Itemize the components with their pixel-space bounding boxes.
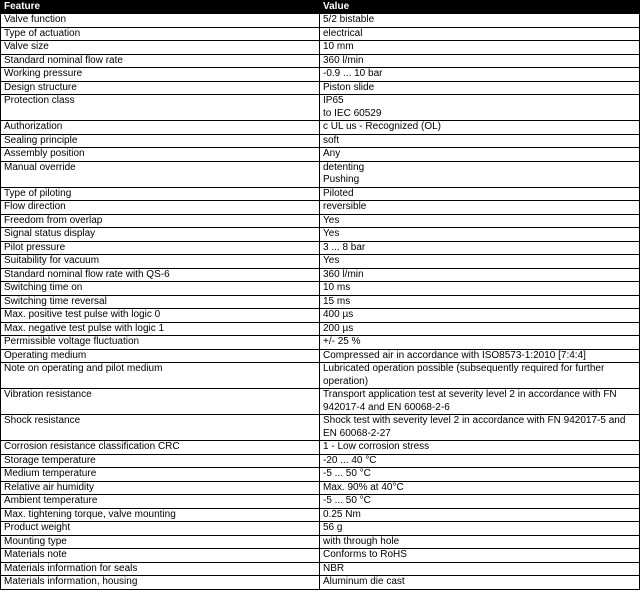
value-cell [320, 161, 640, 187]
feature-cell: Materials information, housing [1, 576, 320, 590]
value-cell [320, 322, 640, 336]
feature-cell: Standard nominal flow rate [1, 54, 320, 68]
value-line: IP65 [323, 95, 344, 106]
table-row [1, 81, 640, 95]
value-line: Yes [323, 214, 340, 226]
feature-cell: Design structure [1, 81, 320, 95]
value-cell [320, 41, 640, 55]
feature-cell: Valve size [1, 41, 320, 55]
feature-cell: Max. positive test pulse with logic 0 [1, 309, 320, 323]
value-line: c UL us - Recognized (OL) [323, 121, 442, 132]
table-row [1, 508, 640, 522]
feature-cell: Valve function [1, 14, 320, 28]
feature-cell: Type of piloting [1, 187, 320, 201]
feature-cell: Shock resistance [1, 415, 320, 441]
value-line: soft [323, 134, 340, 146]
value-cell [320, 121, 640, 135]
table-row [1, 389, 640, 415]
table-row [1, 148, 640, 162]
value-line: 200 µs [323, 322, 354, 334]
table-row [1, 68, 640, 82]
value-cell [320, 522, 640, 536]
value-line: to IEC 60529 [323, 107, 382, 119]
feature-cell: Suitability for vacuum [1, 255, 320, 269]
feature-cell: Storage temperature [1, 454, 320, 468]
table-row [1, 228, 640, 242]
feature-cell: Corrosion resistance classification CRC [1, 441, 320, 455]
table-row [1, 295, 640, 309]
value-cell [320, 349, 640, 363]
table-row [1, 535, 640, 549]
value-cell [320, 481, 640, 495]
table-row [1, 54, 640, 68]
value-line: 1 - Low corrosion stress [323, 441, 430, 452]
value-cell [320, 81, 640, 95]
value-line: 10 mm [323, 41, 354, 52]
value-line: 0.25 Nm [323, 508, 361, 520]
feature-cell: Flow direction [1, 201, 320, 215]
feature-cell: Type of actuation [1, 27, 320, 41]
table-row [1, 576, 640, 590]
table-row [1, 241, 640, 255]
feature-cell: Protection class [1, 95, 320, 121]
value-line: 10 ms [323, 282, 351, 293]
value-line: 56 g [323, 522, 343, 533]
value-line: -20 ... 40 °C [323, 454, 377, 466]
table-row [1, 95, 640, 121]
table-row [1, 309, 640, 323]
table-row [1, 214, 640, 228]
value-cell [320, 68, 640, 82]
value-line: Piloted [323, 187, 354, 199]
value-cell [320, 441, 640, 455]
value-line: 3 ... 8 bar [323, 241, 366, 253]
feature-cell: Standard nominal flow rate with QS-6 [1, 268, 320, 282]
value-line: -5 ... 50 °C [323, 495, 371, 506]
value-cell [320, 336, 640, 350]
value-cell [320, 95, 640, 121]
value-cell [320, 148, 640, 162]
feature-cell: Switching time on [1, 282, 320, 296]
feature-cell: Sealing principle [1, 134, 320, 148]
value-line: Max. 90% at 40°C [323, 481, 404, 493]
feature-cell: Note on operating and pilot medium [1, 363, 320, 389]
table-row [1, 363, 640, 389]
value-line: Yes [323, 228, 340, 239]
table-row [1, 14, 640, 28]
feature-cell: Manual override [1, 161, 320, 187]
value-cell [320, 549, 640, 563]
table-row [1, 468, 640, 482]
feature-cell: Freedom from overlap [1, 214, 320, 228]
table-row [1, 201, 640, 215]
table-row [1, 161, 640, 187]
value-cell [320, 282, 640, 296]
table-row [1, 415, 640, 441]
feature-cell: Materials note [1, 549, 320, 563]
value-line: Piston slide [323, 81, 375, 93]
table-row [1, 282, 640, 296]
value-cell [320, 255, 640, 269]
value-cell [320, 295, 640, 309]
value-cell [320, 535, 640, 549]
feature-cell: Permissible voltage fluctuation [1, 336, 320, 350]
spec-table-body [1, 14, 640, 590]
table-row [1, 549, 640, 563]
value-line: with through hole [323, 535, 400, 547]
value-line: Shock test with severity level 2 in accordance with FN 942017-5 and EN 60068-2-27 [323, 415, 626, 439]
feature-cell: Mounting type [1, 535, 320, 549]
value-line: Yes [323, 255, 340, 266]
table-row [1, 441, 640, 455]
table-row [1, 522, 640, 536]
spec-table-header [1, 1, 640, 14]
value-cell [320, 27, 640, 41]
value-line: electrical [323, 27, 363, 39]
value-cell [320, 468, 640, 482]
feature-cell: Medium temperature [1, 468, 320, 482]
value-cell [320, 415, 640, 441]
feature-cell: Relative air humidity [1, 481, 320, 495]
feature-cell: Product weight [1, 522, 320, 536]
feature-column-header: Feature [1, 1, 320, 14]
value-column-header: Value [320, 1, 640, 14]
table-row [1, 268, 640, 282]
value-cell [320, 389, 640, 415]
value-cell [320, 562, 640, 576]
value-cell [320, 309, 640, 323]
value-cell [320, 14, 640, 28]
feature-cell: Vibration resistance [1, 389, 320, 415]
feature-cell: Pilot pressure [1, 241, 320, 255]
value-cell [320, 201, 640, 215]
table-row [1, 481, 640, 495]
value-line: Lubricated operation possible (subsequently required for further operation) [323, 363, 605, 387]
value-line: +/- 25 % [323, 336, 361, 347]
value-cell [320, 576, 640, 590]
value-line: 360 l/min [323, 268, 364, 280]
value-cell [320, 454, 640, 468]
feature-cell: Max. negative test pulse with logic 1 [1, 322, 320, 336]
value-cell [320, 228, 640, 242]
feature-cell: Switching time reversal [1, 295, 320, 309]
feature-cell: Authorization [1, 121, 320, 135]
table-row [1, 187, 640, 201]
value-line: Compressed air in accordance with ISO8573-1:2010 [7:4:4] [323, 349, 586, 361]
value-cell [320, 268, 640, 282]
value-line: NBR [323, 562, 345, 574]
value-line: Aluminum die cast [323, 576, 405, 587]
table-row [1, 336, 640, 350]
feature-cell: Ambient temperature [1, 495, 320, 509]
value-cell [320, 214, 640, 228]
table-row [1, 322, 640, 336]
value-cell [320, 134, 640, 148]
feature-cell: Operating medium [1, 349, 320, 363]
feature-cell: Assembly position [1, 148, 320, 162]
value-line: Conforms to RoHS [323, 549, 407, 560]
value-cell [320, 495, 640, 509]
feature-cell: Max. tightening torque, valve mounting [1, 508, 320, 522]
table-row [1, 562, 640, 576]
table-row [1, 349, 640, 363]
value-cell [320, 363, 640, 389]
value-line: reversible [323, 201, 367, 212]
value-line: -0.9 ... 10 bar [323, 68, 383, 79]
header-row [1, 1, 640, 14]
value-line: -5 ... 50 °C [323, 468, 371, 479]
value-line: Any [323, 148, 341, 159]
value-line: Pushing [323, 174, 360, 185]
value-cell [320, 187, 640, 201]
value-cell [320, 508, 640, 522]
value-line: 360 l/min [323, 54, 364, 66]
value-line: 5/2 bistable [323, 14, 375, 25]
table-row [1, 454, 640, 468]
feature-cell: Signal status display [1, 228, 320, 242]
table-row [1, 27, 640, 41]
feature-cell: Materials information for seals [1, 562, 320, 576]
value-line: Transport application test at severity level 2 in accordance with FN 942017-4 and EN 60068-2-6 [323, 389, 617, 413]
feature-cell: Working pressure [1, 68, 320, 82]
table-row [1, 495, 640, 509]
value-line: detenting [323, 161, 365, 173]
value-line: 15 ms [323, 295, 351, 307]
value-cell [320, 241, 640, 255]
table-row [1, 134, 640, 148]
value-cell [320, 54, 640, 68]
table-row [1, 41, 640, 55]
table-row [1, 255, 640, 269]
table-row [1, 121, 640, 135]
value-line: 400 µs [323, 309, 354, 320]
